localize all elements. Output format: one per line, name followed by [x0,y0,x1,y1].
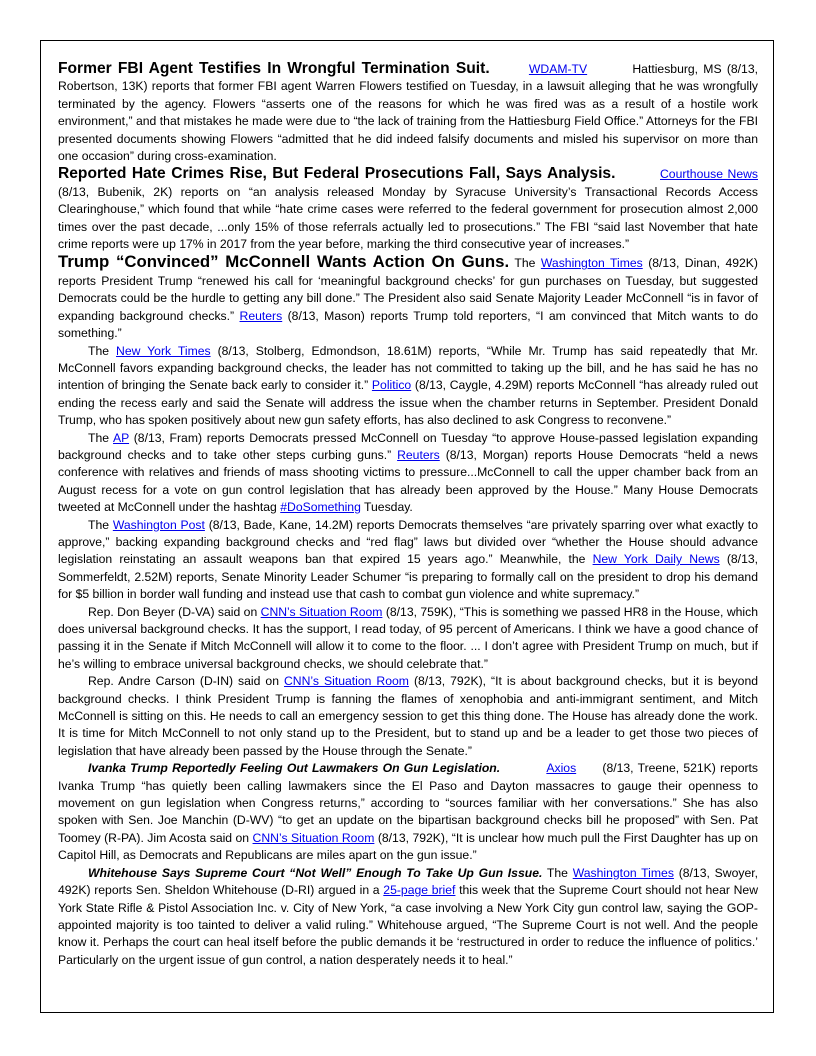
text: (8/13, Morgan) reports House Democrats “held a news conference with relatives and friends of mass shooting victims to pressure...McConnell to call the upper chamber back from an August recess for a vote on gun control legislation that has already been approved by the House.” Many House Democrats tweeted at McConnell under the hashtag [58,447,759,515]
text: this week that the Supreme Court should not hear New York State Rifle & Pistol Association Inc. v. City of New York, “a case involving a New York City gun control law, saying the GOP-appointed majority is too tainted to deliver a valid ruling.” Whitehouse argued, “The Supreme Court is not well. And the people know it. Perhaps the court can heal itself before the public demands it be ‘restructured in order to reduce the influence of politics.’ Particularly on the urgent issue of gun control, a nation desperately needs it to heal.” [58,883,759,967]
text: Rep. Andre Carson (D-IN) said on [88,674,279,689]
paragraph [58,865,758,969]
paragraph [58,673,758,760]
hashtag-link[interactable]: #DoSomething [280,500,361,515]
text: (8/13, 759K), “This is something we passed HR8 in the House, which does universal background checks. It has the support, I read today, of 95 percent of Americans. I think we have a good chance of passing it in the Senate if Mitch McConnell will allow it to come to the floor. ... I don’t agree with President Trump on much, but if he’s willing to embrace universal background checks, we should celebrate that.” [58,604,758,671]
text: (8/13, Caygle, 4.29M) reports McConnell “has already ruled out ending the recess early and said the Senate will address the issue when the chamber returns in September. President Donald Trump, who has spoken positively about new gun safety efforts, has also declined to ask Congress to reconvene.” [58,378,758,428]
headline: Trump “Convinced” McConnell Wants Action On Guns. [58,252,510,272]
text: (8/13, Stolberg, Edmondson, 18.61M) reports, “While Mr. Trump has said repeatedly that Mr. McConnell favors expanding background checks, the leader has not committed to taking up the bill, and he has said he has no intention of bringing the Senate back early to consider it.” [58,343,758,393]
source-link[interactable]: New York Times [116,343,211,358]
source-link[interactable]: WDAM-TV [528,62,588,76]
source-link[interactable]: CNN’s Situation Room [260,604,383,619]
text: The [546,865,568,880]
paragraph [58,517,758,604]
story-body: (8/13, Bubenik, 2K) reports on “an analysis released Monday by Syracuse University’s Transactional Records Access Clearinghouse,” which found that while “hate crime cases were referred to the federal government for prosecution almost 2,000 times over the past decade, ...only 15% of those referrals actually led to prosecutions.” The FBI “said last November that hate crime reports were up 17% in 2017 from the year before, marking the third consecutive year of increases.” [58,184,758,252]
paragraph [58,604,758,674]
source-link[interactable]: Reuters [239,308,283,323]
headline: Reported Hate Crimes Rise, But Federal Prosecutions Fall, Says Analysis. [58,165,616,183]
headline: Former FBI Agent Testifies In Wrongful Termination Suit. [58,60,490,77]
text: The [88,343,110,358]
source-link[interactable]: Reuters [397,447,440,462]
paragraph [58,760,758,864]
text: (8/13, Fram) reports Democrats pressed McConnell on Tuesday “to approve House-passed legislation expanding background checks and to take other steps curbing guns.” [58,430,759,462]
text: Tuesday. [364,500,413,515]
source-link[interactable]: CNN’s Situation Room [284,674,409,689]
story-hate-crimes [58,165,758,253]
text: The [88,517,110,532]
text: Rep. Don Beyer (D-VA) said on [88,604,258,619]
story-fbi-agent [58,60,758,165]
text: (8/13, Treene, 521K) reports Ivanka Trump “has quietly been calling lawmakers since the El Paso and Dayton massacres to gauge their openness to movement on gun legislation when Congress returns,” according to “sources familiar with her conversations.” She has also spoken with Sen. Joe Manchin (D-WV) “to get an update on the bipartisan background checks bill he proposed” with Sen. Pat Toomey (R-PA). Jim Acosta said on [58,761,759,845]
text: The [88,430,110,445]
source-link[interactable]: New York Daily News [592,552,720,567]
source-link[interactable]: Courthouse News [660,167,759,182]
subheadline: Whitehouse Says Supreme Court “Not Well” Enough To Take Up Gun Issue. [88,865,543,880]
text: (8/13, Dinan, 492K) reports President Trump “renewed his call for ‘meaningful background checks’ for gun purchases on Tuesday, but suggested Democrats could be the hurdle to getting any bill done.” The President also said Senate Majority Leader McConnell “is in favor of expanding background checks.” [58,256,758,323]
text: (8/13, Sommerfeldt, 2.52M) reports, Senate Minority Leader Schumer “is preparing to formally call on the president to drop his demand for $5 billion in border wall funding and instead use that cash to combat gun violence and white supremacy.” [58,552,759,602]
text: (8/13, Bade, Kane, 14.2M) reports Democrats themselves “are privately sparring over what exactly to approve,” backing expanding background checks and “red flag” laws but divided over “whether the House should advance legislation reinstating an assault weapons ban that expired 15 years ago.” Meanwhile, the [58,517,758,567]
subheadline: Ivanka Trump Reportedly Feeling Out Lawmakers On Gun Legislation. [88,761,501,776]
source-link[interactable]: Washington Times [572,865,674,880]
text: (8/13, 792K), “It is unclear how much pull the First Daughter has up on Capitol Hill, as Democrats and Republicans are miles apart on the gun issue.” [58,830,758,863]
news-content [58,60,758,977]
source-link[interactable]: Washington Post [112,517,205,532]
paragraph [58,430,758,517]
text: (8/13, Mason) reports Trump told reporters, “I am convinced that Mitch wants to do something.” [58,308,759,341]
document-link[interactable]: 25-page brief [383,883,456,898]
source-link[interactable]: Washington Times [540,256,643,271]
paragraph [58,343,758,430]
story-body: Hattiesburg, MS (8/13, Robertson, 13K) reports that former FBI agent Warren Flowers testified on Tuesday, in a lawsuit alleging that he was wrongfully terminated by the agency. Flowers “asserts one of the reasons for which he was fired was as a result of a hostile work environment,” and that mistakes he made were due to “the lack of training from the Hattiesburg Field Office.” Attorneys for the FBI presented documents showing Flowers “admitted that he did indeed falsify documents and misled his supervisor on more than one occasion” during cross-examination. [58,62,758,164]
source-link[interactable]: Axios [546,761,577,776]
text: (8/13, 792K), “It is about background checks, but it is beyond background checks. I think President Trump is fanning the flames of xenophobia and anti-immigrant sentiment, and Mitch McConnell is sitting on this. He needs to call an emergency session to get this thing done. The House has already done the work. It is time for Mitch McConnell to not only stand up to the President, but to stand up and be a leader to get those two pieces of legislation that have already been passed by the House through the Senate.” [58,674,759,758]
source-link[interactable]: Politico [371,378,412,393]
source-link[interactable]: AP [113,430,130,445]
story-guns [58,253,758,969]
text: The [514,256,536,271]
text: (8/13, Swoyer, 492K) reports Sen. Sheldon Whitehouse (D-RI) argued in a [58,865,758,898]
source-link[interactable]: CNN’s Situation Room [252,830,375,845]
